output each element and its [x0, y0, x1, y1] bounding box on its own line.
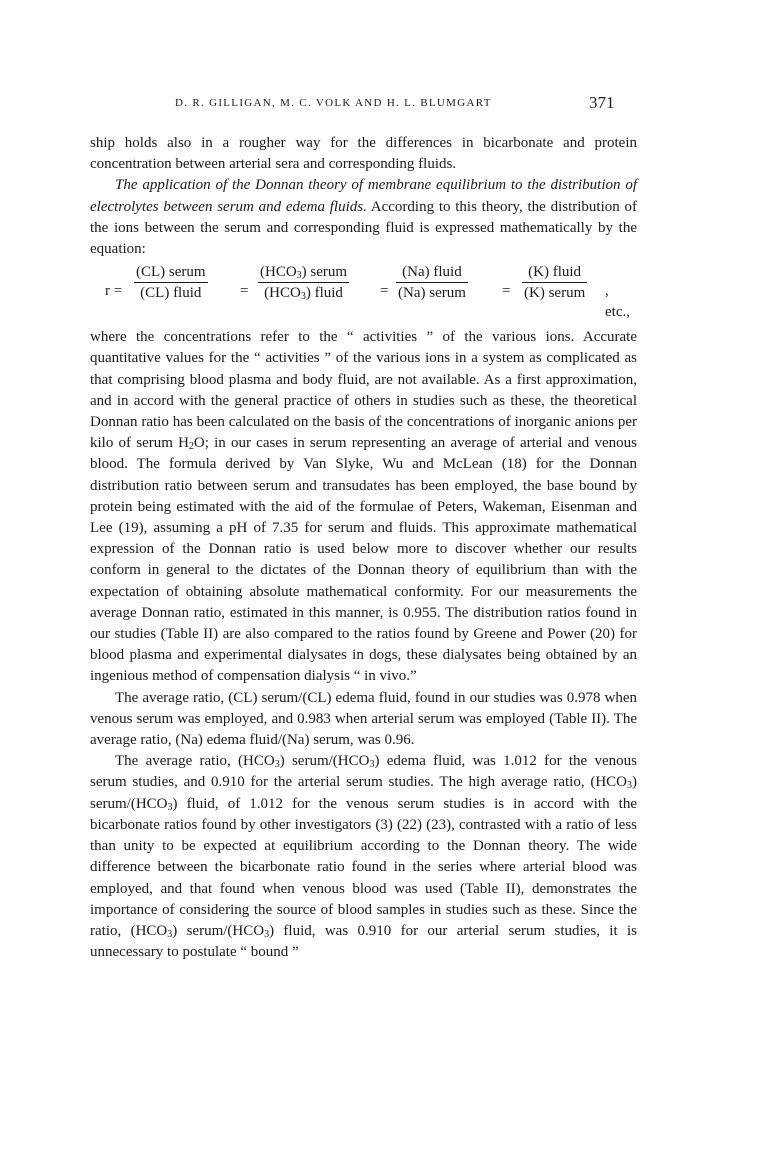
- donnan-equation: [90, 262, 637, 325]
- paragraph-continuation: ship holds also in a rougher way for the differences in bicarbonate and protein concentration between arterial sera and corresponding fluids.: [90, 135, 637, 173]
- equals-sign: =: [380, 283, 389, 300]
- fraction-hco3-numerator: $(HCO_3)$ serum: [260, 264, 348, 282]
- fraction-hco3-denominator: $(HCO_3)$ fluid: [264, 285, 343, 303]
- section-heading: The application of the Donnan theory of membrane equilibrium to the distribution of electrolytes between serum and edema fluids.: [90, 177, 637, 215]
- equation-tail: , etc.,: [605, 283, 630, 321]
- fraction-cl-denominator: (CL) fluid: [140, 285, 202, 302]
- paragraph-chloride-ratio: The average ratio, (CL) serum/(CL) edema fluid, found in our studies was 0.978 when venous serum was employed, and 0.983 when arterial serum was employed (Table II). The average ratio, (Na) edema fluid/(Na) serum, was 0.96.: [90, 689, 637, 749]
- fraction-na-numerator: (Na) fluid: [396, 262, 468, 283]
- fraction-k-numerator: (K) fluid: [522, 262, 587, 283]
- fraction-cl-numerator: (CL) serum: [134, 262, 208, 283]
- fraction-na: [396, 262, 468, 303]
- running-header: [0, 93, 767, 117]
- paragraph-activities: where the concentrations refer to the “ activities ” of the various ions. Accurate quantitative values for the “ activities ” of the various ions in a system as complicated as that comprising blood plasma and body fluid, are not available. As a first approximation, and in accord with the general practice of others in studies such as these, the theoretical Donnan ratio has been calculated on the basis of the concentrations of inorganic anions per kilo of serum $H_2O$; in our cases in serum representing an average of arterial and venous blood. The formula derived by Van Slyke, Wu and McLean (18) for the Donnan distribution ratio between serum and transudates has been employed, the base bound by protein being estimated with the aid of the formulae of Peters, Wakeman, Eisenman and Lee (19), assuming a pH of 7.35 for serum and fluids. This approximate mathematical expression of the Donnan ratio is used below more to discover whether our results conform in general to the dictates of the Donnan theory of equilibrium than with the expectation of obtaining absolute mathematical conformity. For our measurements the average Donnan ratio, estimated in this manner, is 0.955. The distribution ratios found in our studies (Table II) are also compared to the ratios found by Greene and Power (20) for blood plasma and experimental dialysates in dogs, these dialysates being obtained by an ingenious method of compensation dialysis “ in vivo.”: [90, 329, 637, 685]
- section-paragraph: [90, 175, 637, 260]
- body-text: [90, 133, 637, 963]
- equals-sign: =: [240, 283, 249, 300]
- fraction-na-denominator: (Na) serum: [398, 285, 466, 302]
- fraction-k-denominator: (K) serum: [524, 285, 586, 302]
- equals-sign: =: [502, 283, 511, 300]
- section-lead: According to this theory, the distribution of the ions between the serum and corresponding fluid is expressed mathematically by the equation:: [90, 198, 637, 258]
- fraction-cl: [134, 262, 208, 303]
- header-authors: D. R. GILLIGAN, M. C. VOLK AND H. L. BLUMGART: [175, 97, 492, 109]
- fraction-hco3: [258, 262, 349, 303]
- fraction-k: [522, 262, 587, 303]
- paragraph-bicarbonate-ratio: The average ratio, $(HCO_3)$ serum/$(HCO_3)$ edema fluid, was 1.012 for the venous serum studies, and 0.910 for the arterial serum studies. The high average ratio, $(HCO_3)$ serum/$(HCO_3)$ fluid, of 1.012 for the venous serum studies is in accord with the bicarbonate ratios found by other investigators (3) (22) (23), contrasted with a ratio of less than unity to be expected at equilibrium according to the Donnan theory. The wide difference between the bicarbonate ratio found in the series where arterial blood was employed, and that found when venous blood was used (Table II), demonstrates the importance of considering the source of blood samples in studies such as these. Since the ratio, $(HCO_3)$ serum/$(HCO_3)$ fluid, was 0.910 for our arterial serum studies, it is unnecessary to postulate “ bound ”: [90, 753, 637, 961]
- equation-lhs: r =: [105, 283, 123, 300]
- page-number: 371: [589, 93, 615, 112]
